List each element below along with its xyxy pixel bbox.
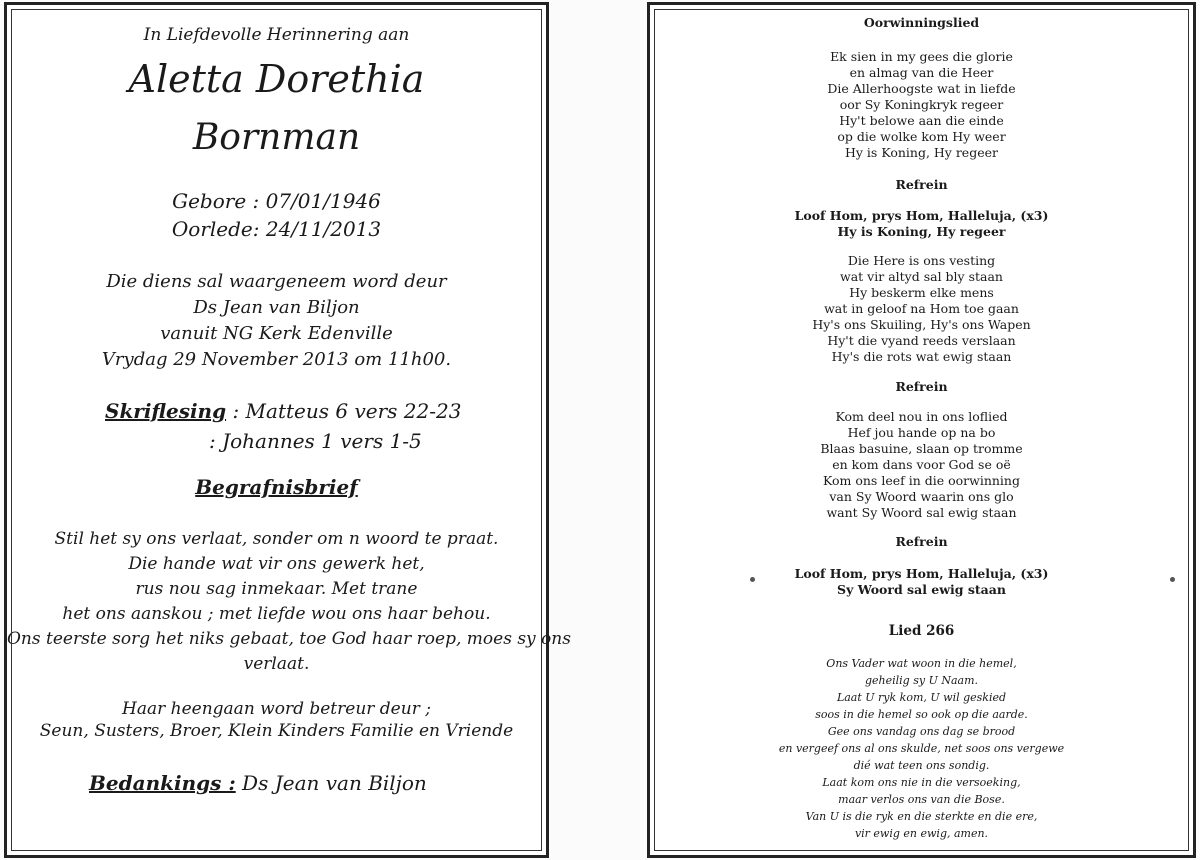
left-page [4, 2, 571, 858]
deceased-name-last: Bornman [192, 117, 361, 158]
chorus-line: Hy is Koning, Hy regeer [837, 224, 1006, 239]
hymn-line: Kom ons leef in die oorwinning [823, 473, 1020, 488]
hymn-line: Hy beskerm elke mens [849, 285, 994, 300]
death-date: Oorlede: 24/11/2013 [171, 217, 382, 241]
hymn-line: Kom deel nou in ons loflied [835, 409, 1008, 424]
hymn-line: op die wolke kom Hy weer [837, 129, 1006, 144]
scan-speck [750, 577, 755, 582]
prayer-line: Gee ons vandag ons dag se brood [827, 725, 1016, 738]
hymn-line: en almag van die Heer [849, 65, 994, 80]
prayer-line: Van U is die ryk en die sterkte en die ere, [805, 810, 1038, 823]
letter-line: Stil het sy ons verlaat, sonder om n woord te praat. [54, 529, 499, 549]
hymn-line: van Sy Woord waarin ons glo [829, 489, 1014, 504]
prayer-line: en vergeef ons al ons skulde, net soos ons vergewe [778, 742, 1065, 755]
letter-line: het ons aanskou ; met liefde wou ons haar behou. [62, 604, 491, 624]
mourned-by-line: Seun, Susters, Broer, Klein Kinders Familie en Vriende [39, 721, 514, 741]
right-page [647, 2, 1196, 858]
hymn-line: wat vir altyd sal bly staan [840, 269, 1003, 284]
hymn-line: want Sy Woord sal ewig staan [826, 505, 1017, 520]
service-line: Vrydag 29 November 2013 om 11h00. [101, 349, 452, 370]
service-line: Die diens sal waargeneem word deur [106, 271, 447, 292]
hymn-line: Hef jou hande op na bo [847, 425, 996, 440]
scripture-label: Skriflesing [105, 399, 227, 423]
hymn-title: Lied 266 [888, 623, 955, 639]
hymn-line: en kom dans voor God se oë [832, 457, 1011, 472]
prayer-line: soos in die hemel so ook op die aarde. [815, 708, 1028, 721]
letter-line: Die hande wat vir ons gewerk het, [128, 554, 425, 574]
scripture-reference: : Matteus 6 vers 22-23 [226, 399, 462, 423]
hymn-line: Hy's ons Skuiling, Hy's ons Wapen [812, 317, 1031, 332]
deceased-name-first: Aletta Dorethia [128, 57, 425, 101]
hymn-line: Hy's die rots wat ewig staan [831, 349, 1012, 364]
chorus-line: Loof Hom, prys Hom, Halleluja, (x3) [794, 566, 1049, 581]
letter-line: Ons teerste sorg het niks gebaat, toe God haar roep, moes sy ons [7, 629, 571, 649]
chorus-line: Sy Woord sal ewig staan [837, 582, 1006, 597]
chorus-line: Loof Hom, prys Hom, Halleluja, (x3) [794, 208, 1049, 223]
prayer-line: dié wat teen ons sondig. [853, 759, 990, 772]
prayer-line: maar verlos ons van die Bose. [838, 793, 1005, 806]
birth-date: Gebore : 07/01/1946 [172, 189, 381, 213]
scripture-reading-row [105, 399, 461, 423]
acknowledgements-row [89, 771, 427, 795]
refrain-label: Refrein [895, 177, 948, 192]
prayer-line: Ons Vader wat woon in die hemel, [826, 657, 1017, 670]
prayer-line: Laat kom ons nie in die versoeking, [822, 776, 1021, 789]
service-line: vanuit NG Kerk Edenville [160, 323, 393, 344]
refrain-label: Refrein [895, 534, 948, 549]
hymn-line: Ek sien in my gees die glorie [830, 49, 1013, 64]
letter-line: verlaat. [243, 654, 310, 674]
hymn-line: Blaas basuine, slaan op tromme [820, 441, 1023, 456]
hymn-line: wat in geloof na Hom toe gaan [824, 301, 1019, 316]
letter-line: rus nou sag inmekaar. Met trane [135, 579, 418, 599]
refrain-label: Refrein [895, 379, 948, 394]
prayer-line: geheilig sy U Naam. [864, 674, 979, 687]
hymn-line: Hy't die vyand reeds verslaan [827, 333, 1016, 348]
prayer-line: Laat U ryk kom, U wil geskied [836, 691, 1007, 704]
hymn-line: Die Here is ons vesting [847, 253, 996, 268]
prayer-line: vir ewig en ewig, amen. [854, 827, 989, 840]
hymn-line: oor Sy Koningkryk regeer [839, 97, 1004, 112]
acknowledgements-value: Ds Jean van Biljon [235, 771, 427, 795]
hymn-line: Hy is Koning, Hy regeer [845, 145, 998, 160]
hymn-line: Hy't belowe aan die einde [839, 113, 1004, 128]
acknowledgements-label: Bedankings : [89, 771, 236, 795]
scripture-reference: : Johannes 1 vers 1-5 [209, 429, 422, 453]
funeral-letter-title: Begrafnisbrief [195, 475, 358, 499]
service-line: Ds Jean van Biljon [193, 297, 360, 318]
memorial-intro: In Liefdevolle Herinnering aan [143, 25, 410, 45]
mourned-by-line: Haar heengaan word betreur deur ; [122, 699, 431, 719]
scan-speck [1170, 577, 1175, 582]
hymn-line: Die Allerhoogste wat in liefde [827, 81, 1016, 96]
hymn-title: Oorwinningslied [863, 15, 980, 30]
